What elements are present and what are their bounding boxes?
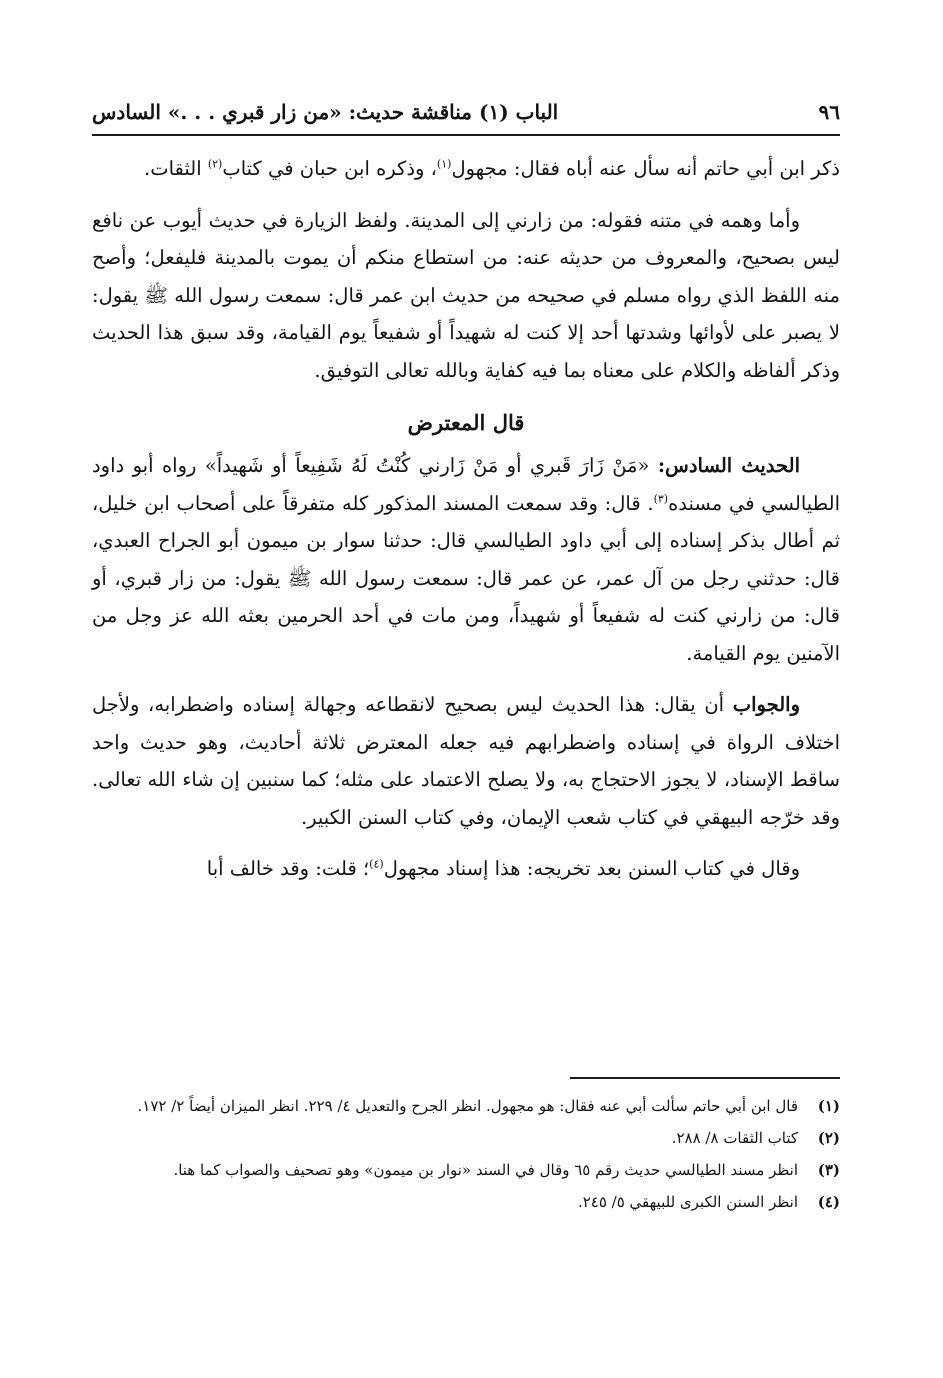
footnote-reference-3: (٣): [653, 492, 669, 505]
footnote-number: (٣): [817, 1161, 840, 1179]
paragraph-text: ذكر ابن أبي حاتم أنه سأل عنه أباه فقال: مجهول: [451, 157, 840, 180]
chapter-title: الباب (١) مناقشة حديث: «من زار قبري . . .» السادس: [92, 100, 559, 124]
paragraph-text: الثقات.: [144, 157, 208, 180]
footnote-number: (٢): [817, 1129, 840, 1147]
paragraph-text: . قال: وقد سمعت المسند المذكور كله متفرقاً على أصحاب ابن خليل، ثم أطال بذكر إسناده إلى أبي داود الطيالسي قال: حدثنا سوار بن ميمون أبو الجراح العبدي، قال: حدثني رجل من آل عمر، عن عمر قال: سمعت رسول الله ﷺ يقول: من زار قبري، أو قال: من زارني كنت له شفيعاً أو شهيداً، ومن مات في أحد الحرمين بعثه الله عز وجل من الآمنين يوم القيامة.: [92, 491, 840, 665]
footnote-text: انظر السنن الكبرى للبيهقي ٥/ ٢٤٥.: [577, 1193, 798, 1211]
footnote: [92, 1156, 840, 1184]
footnote-reference-1: (١): [436, 157, 452, 171]
footnote-number: (٤): [817, 1193, 840, 1211]
paragraph-text: وأما وهمه في متنه فقوله: من زارني إلى المدينة. ولفظ الزيارة في حديث أيوب عن نافع ليس بصحيح، والمعروف من حديثه عنه: من استطاع منكم أن يموت بالمدينة فليفعل؛ وأصح منه اللفظ الذي رواه مسلم في صحيحه من حديث ابن عمر قال: سمعت رسول الله ﷺ يقول: لا يصبر على لأوائها وشدتها أحد إلا كنت له شهيداً أو شفيعاً يوم القيامة، وقد سبق هذا الحديث وذكر ألفاظه والكلام على معناه بما فيه كفاية وبالله تعالى التوفيق.: [92, 208, 840, 382]
footnote: [92, 1188, 840, 1216]
running-head: [92, 92, 840, 136]
footnote: [92, 1092, 840, 1120]
paragraph-text: ، وذكره ابن حبان في كتاب: [222, 157, 437, 180]
footnote: [92, 1124, 840, 1152]
paragraph-text: «مَنْ زَارَ قَبري أو مَنْ زَارني كُنْتُ لَهُ شَفِيعاً أو شَهيداً» رواه أبو داود الطيالسي في مسنده: [92, 454, 840, 515]
run-in-heading: الحديث السادس:: [657, 454, 800, 477]
paragraph-3: [92, 447, 840, 672]
paragraph-text: أن يقال: هذا الحديث ليس بصحيح لانقطاعه وجهالة إسناده واضطرابه، ولأجل اختلاف الرواة في إسناده واضطرابهم فيه جعله المعترض ثلاثة أحاديث، وهو حديث واحد ساقط الإسناد، لا يجوز الاحتجاج به، ولا يصلح الاعتماد على مثله؛ كما سنبين إن شاء الله تعالى. وقد خرّجه البيهقي في كتاب شعب الإيمان، وفي كتاب السنن الكبير.: [92, 693, 840, 829]
run-in-heading: والجواب: [732, 693, 800, 716]
paragraph-text: وقال في كتاب السنن بعد تخريجه: هذا إسناد مجهول: [383, 857, 800, 880]
footnote-text: انظر مسند الطيالسي حديث رقم ٦٥ وقال في السند «نوار بن ميمون» وهو تصحيف والصواب كما هنا.: [173, 1161, 798, 1179]
paragraph-4: [92, 686, 840, 836]
section-heading: قال المعترض: [407, 410, 525, 435]
footnote-text: قال ابن أبي حاتم سألت أبي عنه فقال: هو مجهول. انظر الجرح والتعديل ٤/ ٢٢٩. انظر الميزان أيضاً ٢/ ١٧٢.: [137, 1097, 798, 1115]
footnote-separator: [570, 1077, 840, 1079]
footnote-text: كتاب الثقات ٨/ ٢٨٨.: [671, 1129, 798, 1147]
paragraph-1: [92, 150, 840, 188]
footnotes: [92, 1092, 840, 1220]
footnote-reference-4: (٤): [369, 857, 384, 871]
footnote-reference-2: (٢): [207, 157, 223, 171]
main-text: [92, 150, 840, 902]
book-page: [92, 0, 840, 1378]
paragraph-2: [92, 202, 840, 390]
page-number: ٩٦: [818, 100, 840, 124]
paragraph-5: [92, 850, 840, 888]
footnote-number: (١): [817, 1097, 840, 1115]
paragraph-text: ؛ قلت: وقد خالف أبا: [206, 857, 370, 880]
